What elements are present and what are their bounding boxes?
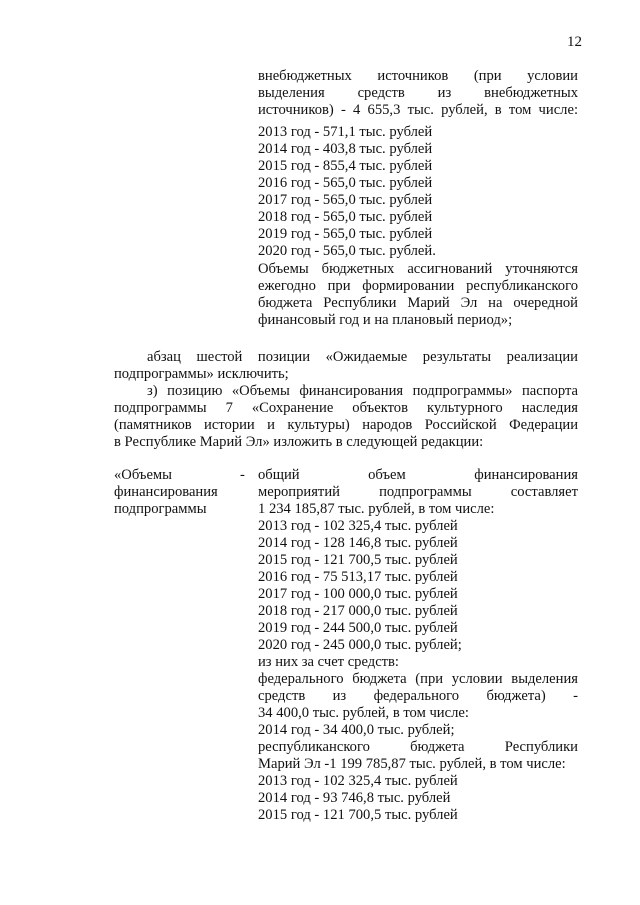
top-block-line: 2014 год - 403,8 тыс. рублей — [258, 141, 433, 157]
top-block-line: 2016 год - 565,0 тыс. рублей — [258, 175, 433, 191]
table-value-line: мероприятий подпрограммы составляет — [258, 484, 578, 500]
table-value-line: 34 400,0 тыс. рублей, в том числе: — [258, 705, 469, 721]
top-block-line: внебюджетных источников (при условии — [258, 68, 578, 84]
top-block-line: 2019 год - 565,0 тыс. рублей — [258, 226, 433, 242]
top-block-line: источников) - 4 655,3 тыс. рублей, в том числе: — [258, 102, 578, 118]
table-value-line: 2017 год - 100 000,0 тыс. рублей — [258, 586, 458, 602]
top-block-line: Объемы бюджетных ассигнований уточняются — [258, 261, 578, 277]
table-value-line: федерального бюджета (при условии выделения — [258, 671, 578, 687]
table-label-line: подпрограммы — [114, 501, 207, 517]
table-value-line: 2014 год - 93 746,8 тыс. рублей — [258, 790, 451, 806]
top-block-line: бюджета Республики Марий Эл на очередной — [258, 295, 578, 311]
page-number: 12 — [567, 34, 582, 50]
table-value-line: 2020 год - 245 000,0 тыс. рублей; — [258, 637, 462, 653]
paragraph-line: в Республике Марий Эл» изложить в следующей редакции: — [114, 434, 484, 450]
table-label-line: финансирования — [114, 484, 218, 500]
top-block-line: ежегодно при формировании республиканского — [258, 278, 578, 294]
table-value-line: 2015 год - 121 700,5 тыс. рублей — [258, 807, 458, 823]
table-label-line: «Объемы — [114, 467, 172, 483]
paragraph-line: (памятников истории и культуры) народов Российской Федерации — [114, 417, 578, 433]
top-block-line: 2018 год - 565,0 тыс. рублей — [258, 209, 433, 225]
top-block-line: 2017 год - 565,0 тыс. рублей — [258, 192, 433, 208]
table-value-line: 2018 год - 217 000,0 тыс. рублей — [258, 603, 458, 619]
top-block-line: 2013 год - 571,1 тыс. рублей — [258, 124, 433, 140]
table-value-line: 2014 год - 128 146,8 тыс. рублей — [258, 535, 458, 551]
paragraph-line: з) позицию «Объемы финансирования подпрограммы» паспорта — [147, 383, 578, 399]
table-dash: - — [240, 467, 245, 483]
table-value-line: из них за счет средств: — [258, 654, 399, 670]
table-value-line: 2019 год - 244 500,0 тыс. рублей — [258, 620, 458, 636]
top-block-line: 2020 год - 565,0 тыс. рублей. — [258, 243, 436, 259]
table-value-line: 1 234 185,87 тыс. рублей, в том числе: — [258, 501, 495, 517]
table-value-line: 2015 год - 121 700,5 тыс. рублей — [258, 552, 458, 568]
table-value-line: средств из федерального бюджета) - — [258, 688, 578, 704]
top-block-line: выделения средств из внебюджетных — [258, 85, 578, 101]
table-value-line: республиканского бюджета Республики — [258, 739, 578, 755]
top-block-line: финансовый год и на плановый период»; — [258, 312, 513, 328]
paragraph-line: подпрограммы» исключить; — [114, 366, 289, 382]
table-value-line: 2013 год - 102 325,4 тыс. рублей — [258, 773, 458, 789]
table-value-line: 2016 год - 75 513,17 тыс. рублей — [258, 569, 458, 585]
paragraph-line: подпрограммы 7 «Сохранение объектов культурного наследия — [114, 400, 578, 416]
table-value-line: Марий Эл -1 199 785,87 тыс. рублей, в том числе: — [258, 756, 566, 772]
table-value-line: 2014 год - 34 400,0 тыс. рублей; — [258, 722, 455, 738]
top-block-line: 2015 год - 855,4 тыс. рублей — [258, 158, 433, 174]
table-value-line: общий объем финансирования — [258, 467, 578, 483]
paragraph-line: абзац шестой позиции «Ожидаемые результаты реализации — [147, 349, 578, 365]
table-value-line: 2013 год - 102 325,4 тыс. рублей — [258, 518, 458, 534]
